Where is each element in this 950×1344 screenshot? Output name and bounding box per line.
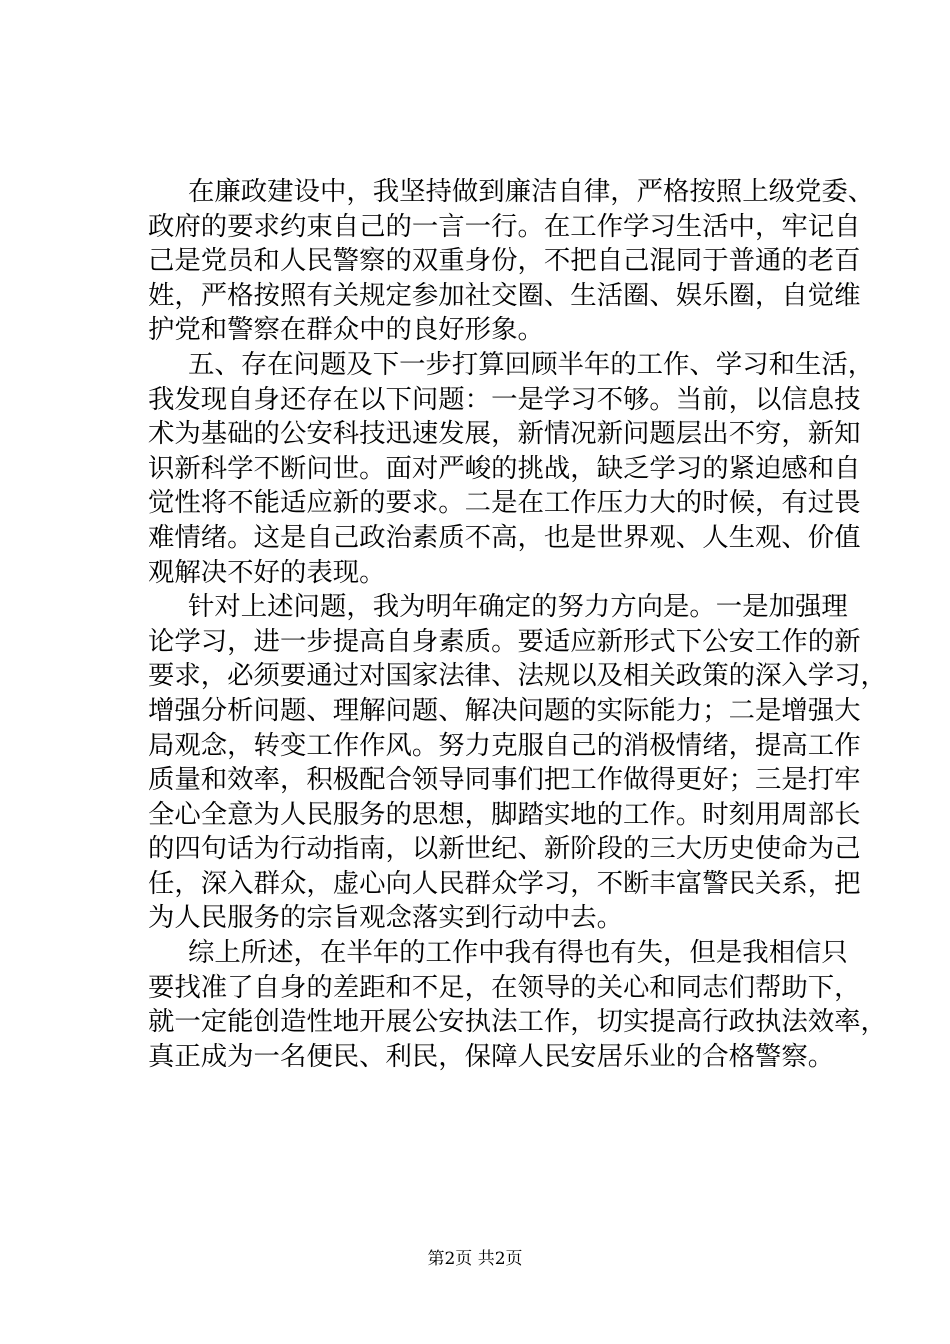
paragraph-line: 要求，必须要通过对国家法律、法规以及相关政策的深入学习， [148,660,887,692]
paragraph-line: 五、存在问题及下一步打算回顾半年的工作、学习和生活， [188,348,875,380]
paragraph-summary [148,936,887,1074]
paragraph-line: 质量和效率，积极配合领导同事们把工作做得更好；三是打牢 [148,764,861,796]
paragraph-line: 全心全意为人民服务的思想，脚踏实地的工作。时刻用周部长 [148,798,861,830]
paragraph-line: 政府的要求约束自己的一言一行。在工作学习生活中，牢记自 [148,210,861,242]
paragraph-line: 任，深入群众，虚心向人民群众学习，不断丰富警民关系，把 [148,867,861,899]
paragraph-line: 的四句话为行动指南，以新世纪、新阶段的三大历史使命为己 [148,833,861,865]
paragraph-line: 觉性将不能适应新的要求。二是在工作压力大的时候，有过畏 [148,487,861,519]
paragraph-line: 己是党员和人民警察的双重身份，不把自己混同于普通的老百 [148,245,861,277]
paragraph-line: 真正成为一名便民、利民，保障人民安居乐业的合格警察。 [148,1040,835,1072]
paragraph-line: 论学习，进一步提高自身素质。要适应新形式下公安工作的新 [148,625,861,657]
paragraph-line: 综上所述，在半年的工作中我有得也有失，但是我相信只 [188,937,848,969]
paragraph-line: 护党和警察在群众中的良好形象。 [148,314,544,346]
paragraph-line: 局观念，转变工作作风。努力克服自己的消极情绪，提高工作 [148,729,861,761]
paragraph-problems [148,348,875,590]
paragraph-directions [148,590,887,936]
paragraph-line: 观解决不好的表现。 [148,556,386,588]
paragraph-line: 在廉政建设中，我坚持做到廉洁自律，严格按照上级党委、 [188,176,875,207]
paragraph-integrity [148,175,875,348]
paragraph-line: 增强分析问题、理解问题、解决问题的实际能力；二是增强大 [148,694,861,726]
page-footer: 第2页 共2页 [427,1249,523,1269]
paragraph-line: 要找准了自身的差距和不足，在领导的关心和同志们帮助下， [148,971,861,1003]
paragraph-line: 针对上述问题，我为明年确定的努力方向是。一是加强理 [188,591,848,623]
document-body [148,175,887,1074]
paragraph-line: 难情绪。这是自己政治素质不高，也是世界观、人生观、价值 [148,521,861,553]
paragraph-line: 术为基础的公安科技迅速发展，新情况新问题层出不穷，新知 [148,418,861,450]
paragraph-line: 我发现自身还存在以下问题：一是学习不够。当前，以信息技 [148,383,861,415]
paragraph-line: 识新科学不断问世。面对严峻的挑战，缺乏学习的紧迫感和自 [148,452,861,484]
paragraph-line: 为人民服务的宗旨观念落实到行动中去。 [148,902,624,934]
paragraph-line: 姓，严格按照有关规定参加社交圈、生活圈、娱乐圈，自觉维 [148,279,861,311]
paragraph-line: 就一定能创造性地开展公安执法工作，切实提高行政执法效率， [148,1006,887,1038]
